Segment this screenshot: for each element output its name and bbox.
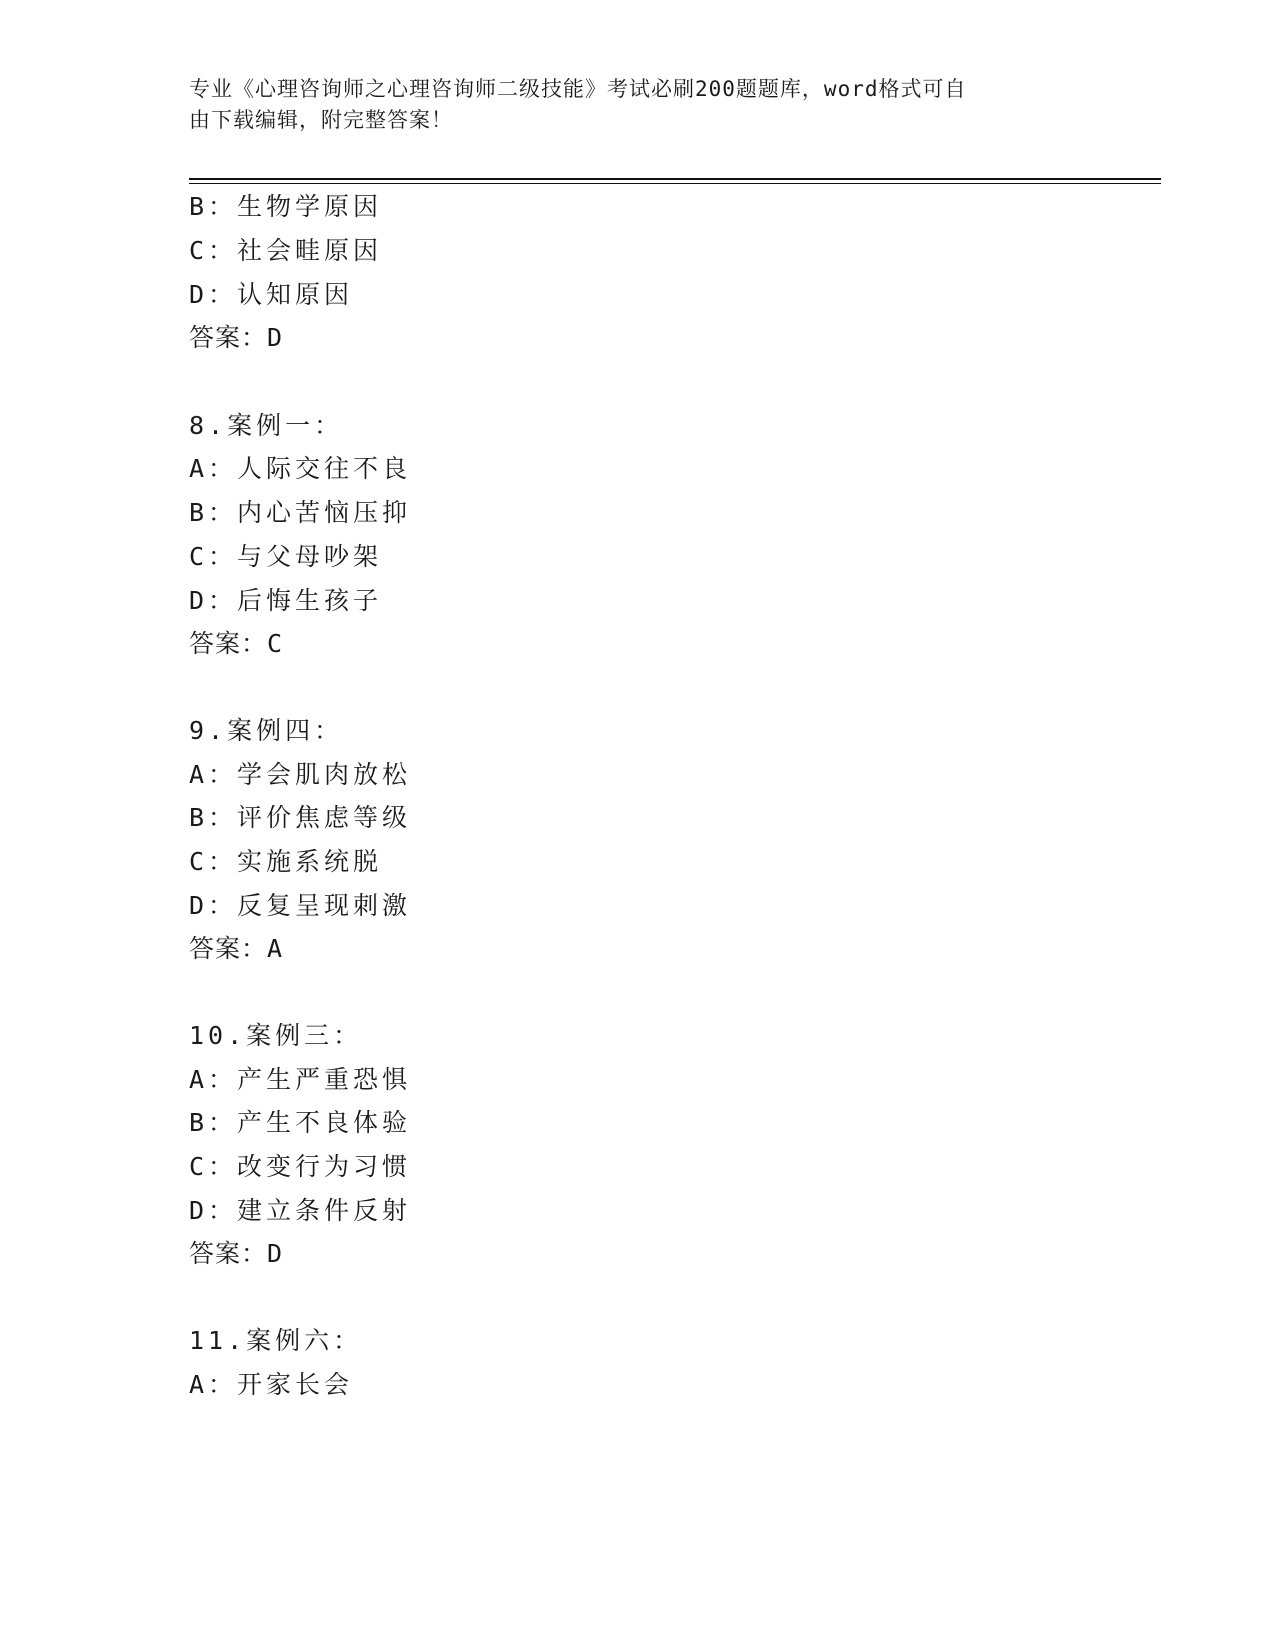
- option-a: A：学会肌肉放松: [189, 760, 412, 789]
- option-b: B：生物学原因: [189, 192, 383, 221]
- option-c: C：与父母吵架: [189, 542, 383, 571]
- option-d: D：后悔生孩子: [189, 586, 383, 615]
- header-line-1: 专业《心理咨询师之心理咨询师二级技能》考试必刷200题题库，word格式可自: [189, 77, 967, 101]
- option-d: D：建立条件反射: [189, 1196, 412, 1225]
- option-c: C：实施系统脱: [189, 847, 383, 876]
- header-rule-thin: [189, 183, 1161, 184]
- question-stem: 11.案例六：: [189, 1326, 363, 1355]
- answer-line: 答案：A: [189, 934, 284, 963]
- header-rule-thick: [189, 178, 1161, 180]
- option-c: C：改变行为习惯: [189, 1152, 412, 1181]
- answer-line: 答案：D: [189, 1239, 284, 1268]
- answer-line: 答案：C: [189, 629, 284, 658]
- option-c: C：社会畦原因: [189, 236, 383, 265]
- question-stem: 8.案例一：: [189, 411, 344, 440]
- option-a: A：产生严重恐惧: [189, 1065, 412, 1094]
- option-d: D：反复呈现刺激: [189, 891, 412, 920]
- question-stem: 9.案例四：: [189, 716, 344, 745]
- question-stem: 10.案例三：: [189, 1021, 363, 1050]
- option-b: B：内心苦恼压抑: [189, 498, 412, 527]
- option-b: B：产生不良体验: [189, 1108, 412, 1137]
- option-a: A：开家长会: [189, 1370, 354, 1399]
- option-b: B：评价焦虑等级: [189, 803, 412, 832]
- option-d: D：认知原因: [189, 280, 354, 309]
- answer-line: 答案：D: [189, 323, 284, 352]
- header-line-2: 由下载编辑，附完整答案！: [189, 108, 453, 132]
- document-header: [189, 74, 1089, 136]
- option-a: A：人际交往不良: [189, 454, 412, 483]
